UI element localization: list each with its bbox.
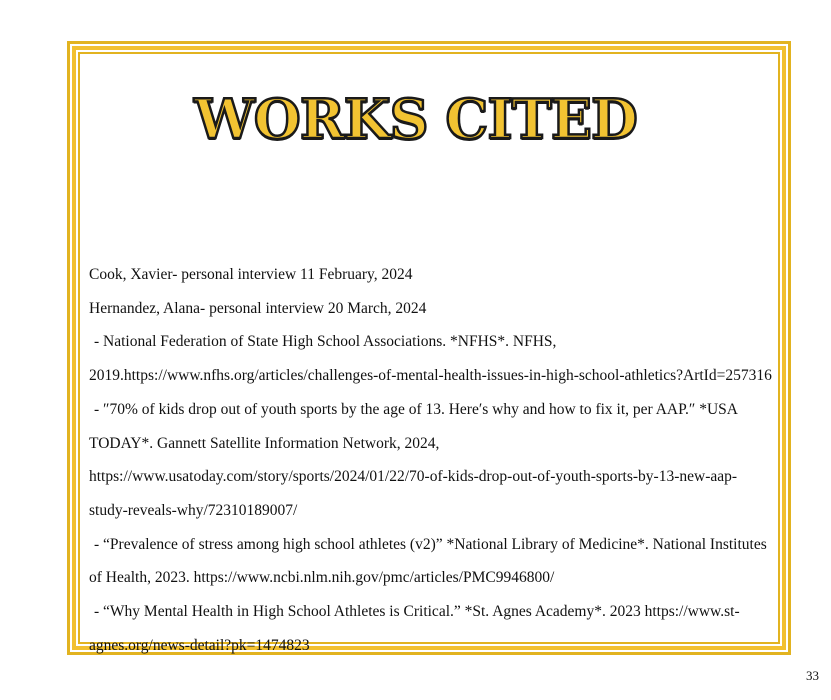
works-cited-list [89, 258, 774, 662]
citation-cook: Cook, Xavier- personal interview 11 February, 2024 [89, 266, 413, 283]
citation-nfhs: - National Federation of State High School Associations. *NFHS*. NFHS, 2019.https://www.nfhs.org/articles/challenges-of-mental-health-issues-in-high-school-athletics?ArtId=257316 [89, 333, 772, 385]
citation-usa-today: - ″70% of kids drop out of youth sports by the age of 13. Here′s why and how to fix it, per AAP.″ *USA TODAY*. Gannett Satellite Information Network, 2024, https://www.usatoday.com/story/sports/2024/01/22/70-of-kids-drop-out-of-youth-sports-by-13-new-aap-study-reveals-why/72310189007/ [89, 400, 738, 519]
page-title: WORKS CITED [194, 87, 637, 151]
citation-hernandez: Hernandez, Alana- personal interview 20 March, 2024 [89, 299, 427, 317]
citation-st-agnes: - “Why Mental Health in High School Athletes is Critical.” *St. Agnes Academy*. 2023 https://www.st-agnes.org/news-detail?pk=1474823 [89, 603, 740, 654]
page-number: 33 [806, 668, 819, 683]
citation-nlm: - “Prevalence of stress among high school athletes (v2)” *National Library of Medicine*. National Institutes of Health, 2023. https://www.ncbi.nlm.nih.gov/pmc/articles/PMC9946800/ [89, 535, 767, 587]
